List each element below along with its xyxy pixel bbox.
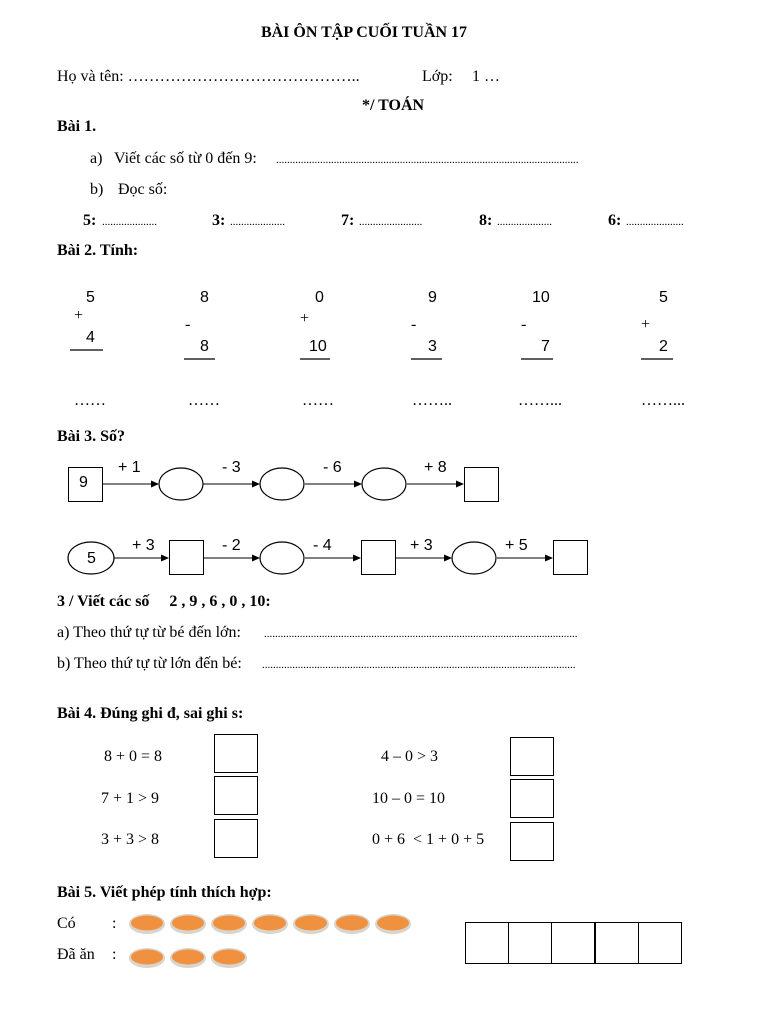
problem-top: 5 bbox=[659, 289, 668, 306]
read-number: 7: bbox=[341, 212, 355, 229]
answer-cell[interactable] bbox=[508, 923, 551, 963]
bai1-b-text: Đọc số: bbox=[118, 181, 168, 198]
read-dots: ....................... bbox=[359, 216, 423, 228]
co-colon: : bbox=[112, 915, 117, 932]
da-an-label: Đã ăn bbox=[57, 946, 95, 963]
problem-bottom: 8 bbox=[200, 338, 209, 355]
answer-dots: ……... bbox=[641, 392, 685, 409]
part3-b: b) Theo thứ tự từ lớn đến bé: bbox=[57, 655, 242, 672]
plate-icon bbox=[334, 914, 370, 934]
plate-icon bbox=[129, 948, 165, 968]
problem-top: 10 bbox=[532, 289, 550, 306]
problem-bottom: 2 bbox=[659, 338, 668, 355]
problem-top: 0 bbox=[315, 289, 324, 306]
bai4-heading: Bài 4. Đúng ghi đ, sai ghi s: bbox=[57, 705, 244, 722]
answer-grid bbox=[465, 922, 682, 964]
problem-op: - bbox=[521, 316, 527, 333]
chain-op: + 3 bbox=[132, 537, 155, 554]
answer-cell[interactable] bbox=[638, 923, 681, 963]
statement: 8 + 0 = 8 bbox=[104, 748, 163, 765]
read-number: 8: bbox=[479, 212, 493, 229]
bai2-heading: Bài 2. Tính: bbox=[57, 242, 139, 259]
subject-heading: */ TOÁN bbox=[361, 97, 425, 114]
statement: 3 + 3 > 8 bbox=[101, 831, 160, 848]
read-dots: .................... bbox=[497, 216, 552, 228]
chain1-start: 9 bbox=[79, 474, 88, 491]
statement: 0 + 6 < 1 + 0 + 5 bbox=[372, 831, 485, 848]
read-dots: ..................... bbox=[626, 216, 684, 228]
read-number: 3: bbox=[212, 212, 226, 229]
chain-op: + 3 bbox=[410, 537, 433, 554]
problem-top: 5 bbox=[86, 289, 95, 306]
plate-icon bbox=[252, 914, 288, 934]
da-an-colon: : bbox=[112, 946, 117, 963]
bai1-b-label: b) bbox=[90, 181, 104, 198]
chain-op: - 2 bbox=[222, 537, 241, 554]
answer-cell[interactable] bbox=[466, 923, 508, 963]
statement: 10 – 0 = 10 bbox=[372, 790, 446, 807]
read-dots: .................... bbox=[102, 216, 157, 228]
answer-dots: ……... bbox=[518, 392, 562, 409]
problem-op: + bbox=[300, 310, 310, 327]
problem-bottom: 4 bbox=[86, 329, 95, 346]
chain-op: + 8 bbox=[424, 459, 447, 476]
chain2-start: 5 bbox=[87, 550, 96, 567]
statement: 4 – 0 > 3 bbox=[381, 748, 439, 765]
bai1-a-dots: .............................................................................................................. bbox=[276, 154, 579, 166]
problem-top: 8 bbox=[200, 289, 209, 306]
bai5-heading: Bài 5. Viết phép tính thích hợp: bbox=[57, 884, 272, 901]
part3-heading: 3 / Viết các số 2 , 9 , 6 , 0 , 10: bbox=[57, 593, 271, 610]
name-line: Họ và tên: …………………………………….. bbox=[57, 68, 360, 85]
problem-op: - bbox=[185, 316, 191, 333]
class-label: Lớp: bbox=[422, 68, 453, 85]
problem-op: + bbox=[74, 307, 84, 324]
co-label: Có bbox=[57, 915, 76, 932]
problem-bottom: 3 bbox=[428, 338, 437, 355]
chain-op: - 6 bbox=[323, 459, 342, 476]
problem-op: + bbox=[641, 316, 651, 333]
answer-dots: …… bbox=[188, 392, 220, 409]
part3-a: a) Theo thứ tự từ bé đến lớn: bbox=[57, 624, 241, 641]
read-dots: .................... bbox=[230, 216, 285, 228]
read-number: 5: bbox=[83, 212, 97, 229]
plate-icon bbox=[293, 914, 329, 934]
plate-icon bbox=[211, 914, 247, 934]
plate-icon bbox=[375, 914, 411, 934]
plate-icon bbox=[129, 914, 165, 934]
answer-dots: …….. bbox=[412, 392, 452, 409]
bai1-a-label: a) bbox=[90, 150, 103, 167]
answer-cell[interactable] bbox=[551, 923, 594, 963]
problem-bottom: 7 bbox=[541, 338, 550, 355]
bai1-a-text: Viết các số từ 0 đến 9: bbox=[114, 150, 257, 167]
problem-bottom: 10 bbox=[309, 338, 327, 355]
page-title: BÀI ÔN TẬP CUỐI TUẦN 17 bbox=[260, 24, 468, 41]
problem-op: - bbox=[411, 316, 417, 333]
class-value: 1 … bbox=[472, 68, 500, 85]
plate-icon bbox=[211, 948, 247, 968]
bai3-heading: Bài 3. Số? bbox=[57, 428, 126, 445]
statement: 7 + 1 > 9 bbox=[101, 790, 160, 807]
chain-op: - 3 bbox=[222, 459, 241, 476]
chain-op: - 4 bbox=[313, 537, 332, 554]
answer-cell[interactable] bbox=[594, 923, 638, 963]
plate-icon bbox=[170, 914, 206, 934]
plate-icon bbox=[170, 948, 206, 968]
chain-op: + 5 bbox=[505, 537, 528, 554]
answer-dots: …… bbox=[302, 392, 334, 409]
chain-op: + 1 bbox=[118, 459, 141, 476]
part3-b-dots: .................................................................................................................. bbox=[262, 659, 576, 671]
problem-top: 9 bbox=[428, 289, 437, 306]
answer-dots: …… bbox=[74, 392, 106, 409]
bai1-heading: Bài 1. bbox=[57, 118, 97, 135]
read-number: 6: bbox=[608, 212, 622, 229]
part3-a-dots: .................................................................................................................. bbox=[264, 628, 578, 640]
